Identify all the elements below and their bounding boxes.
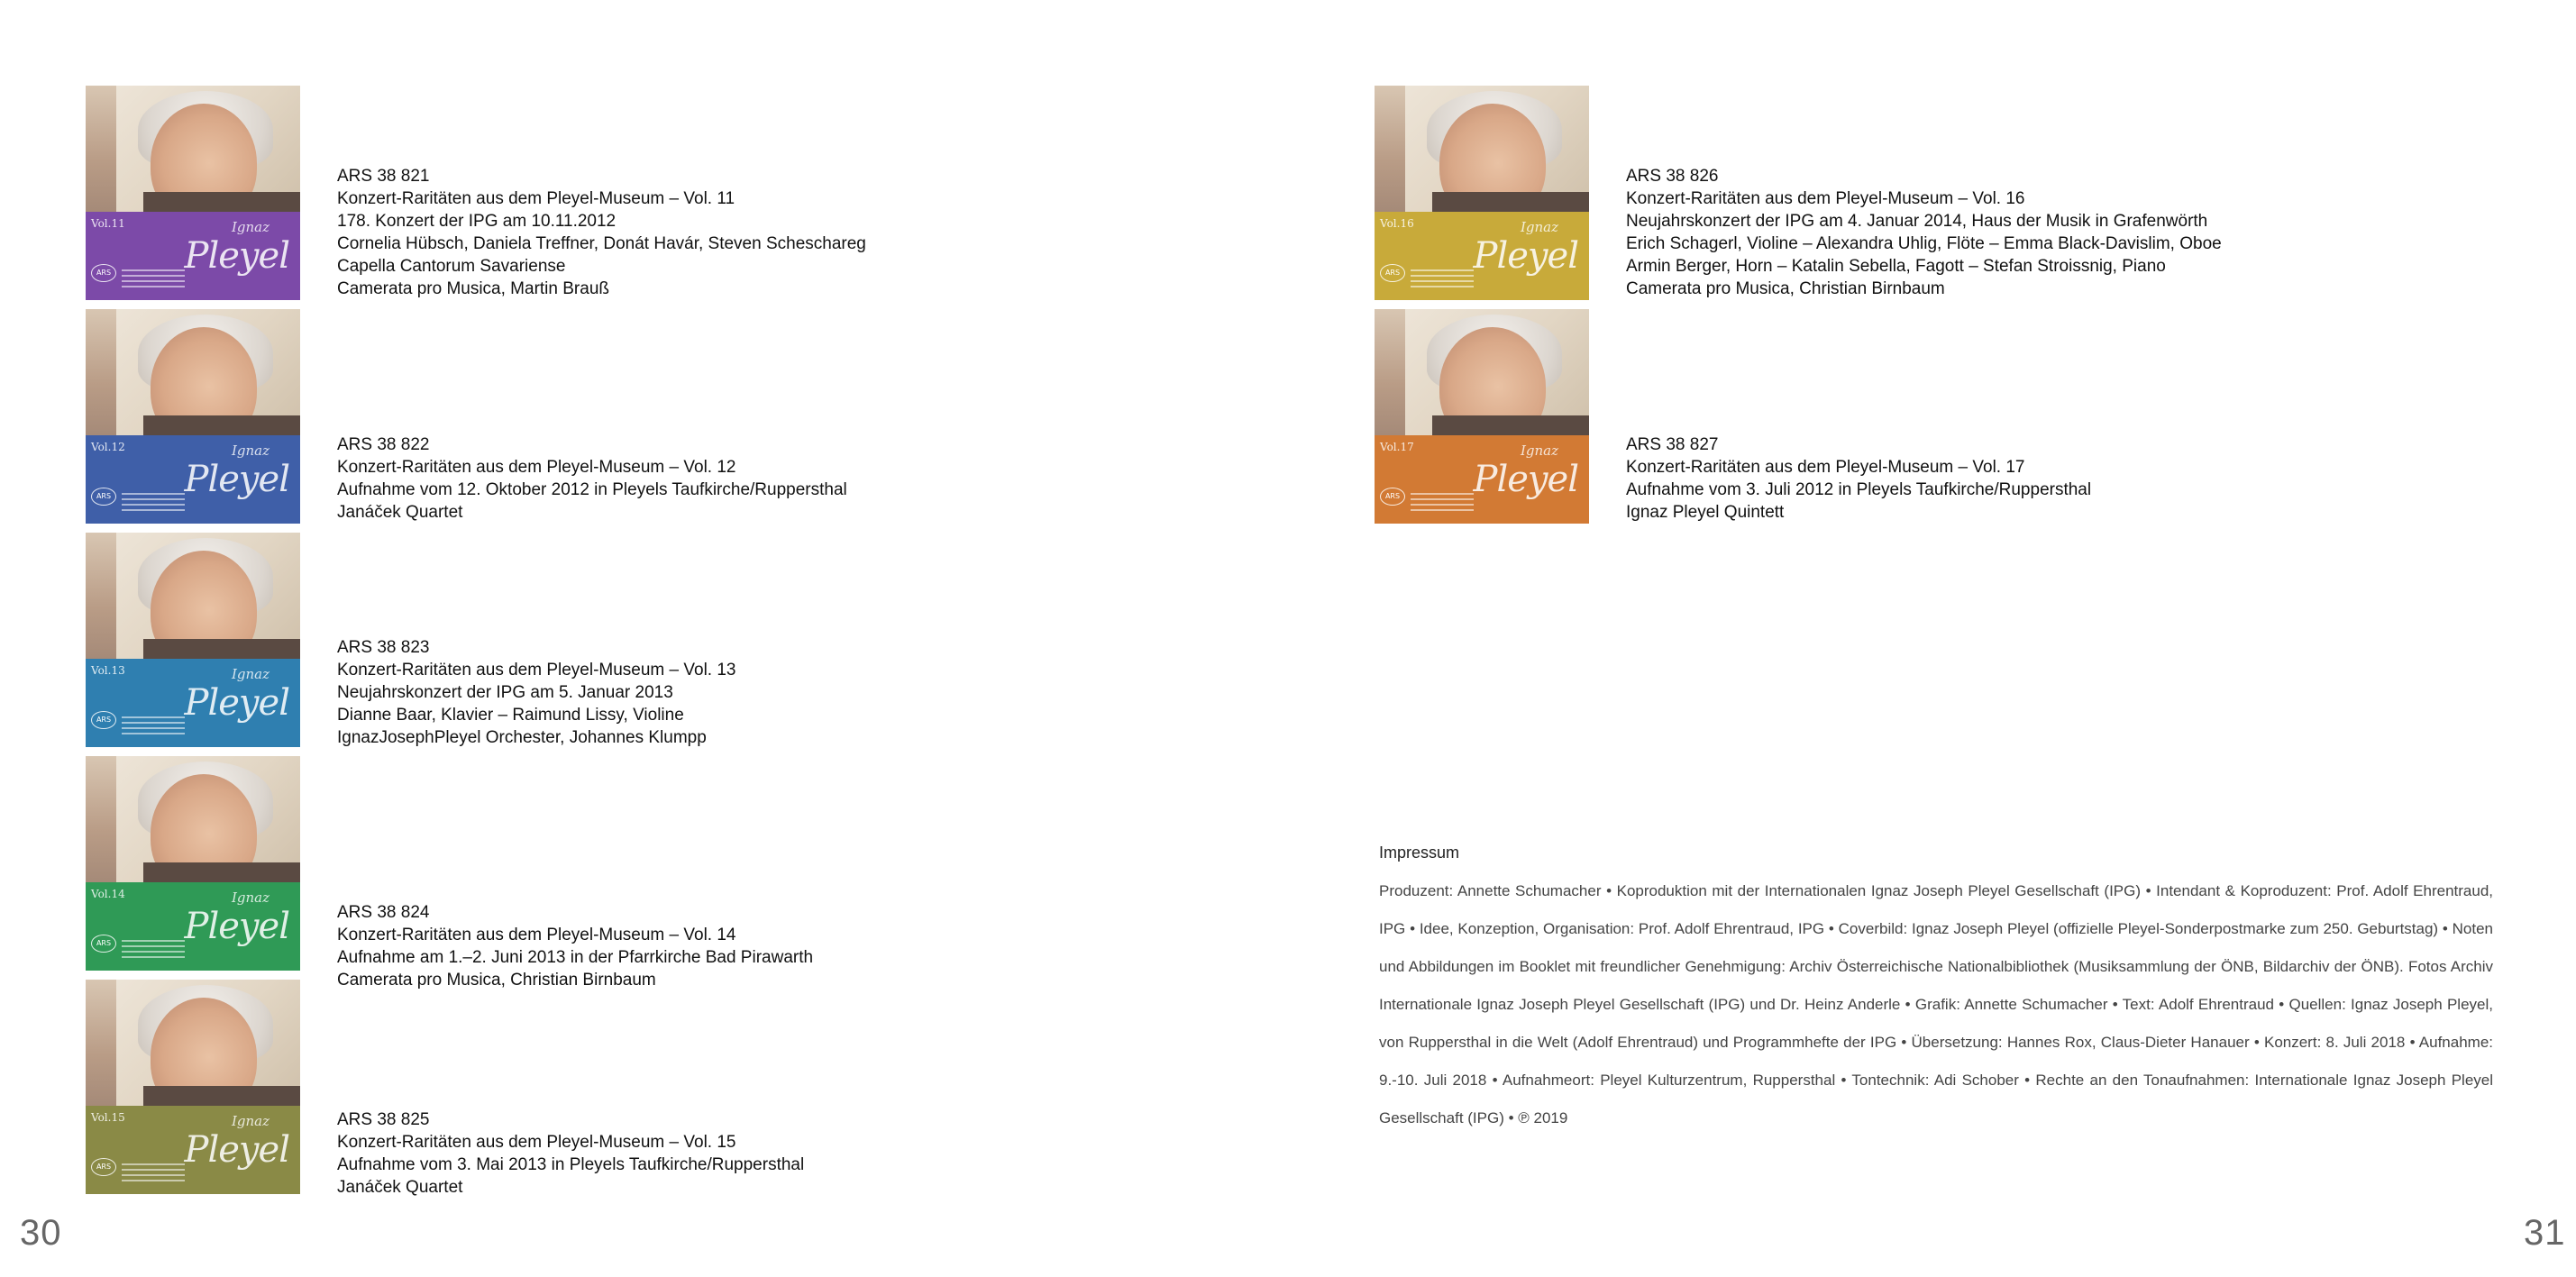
entry-line: Camerata pro Musica, Martin Brauß bbox=[337, 279, 609, 298]
cover-volume-label: Vol.15 bbox=[91, 1111, 125, 1124]
ars-logo-icon: ARS bbox=[91, 1158, 116, 1176]
album-cover-vol-15 bbox=[86, 980, 300, 1194]
catalog-number: ARS 38 823 bbox=[337, 638, 430, 657]
entry-title: Konzert-Raritäten aus dem Pleyel-Museum – Vol. 11 bbox=[337, 189, 735, 208]
album-cover-vol-13 bbox=[86, 533, 300, 747]
entry-line: Neujahrskonzert der IPG am 5. Januar 2013 bbox=[337, 683, 673, 702]
catalog-entry bbox=[1626, 433, 2091, 524]
catalog-entry bbox=[337, 1108, 804, 1199]
cover-fine-print bbox=[122, 716, 185, 736]
ars-logo-icon: ARS bbox=[91, 711, 116, 729]
ars-logo-icon: ARS bbox=[1380, 264, 1405, 282]
entry-title: Konzert-Raritäten aus dem Pleyel-Museum – Vol. 14 bbox=[337, 926, 736, 944]
album-cover-vol-16 bbox=[1375, 86, 1589, 300]
catalog-entry bbox=[1626, 165, 2222, 300]
cover-brand-name: Pleyel bbox=[184, 906, 289, 947]
entry-line: Capella Cantorum Savariense bbox=[337, 257, 566, 276]
album-cover-vol-17 bbox=[1375, 309, 1589, 524]
impressum-heading: Impressum bbox=[1379, 844, 1460, 862]
page-number: 31 bbox=[2524, 1213, 2566, 1253]
entry-line: Armin Berger, Horn – Katalin Sebella, Fagott – Stefan Stroissnig, Piano bbox=[1626, 257, 2166, 276]
cover-volume-label: Vol.13 bbox=[91, 664, 125, 677]
cover-brand-name: Pleyel bbox=[1473, 235, 1578, 277]
entry-line: Ignaz Pleyel Quintett bbox=[1626, 503, 1785, 522]
catalog-number: ARS 38 826 bbox=[1626, 167, 1719, 186]
cover-brand-first-name: Ignaz bbox=[1520, 442, 1558, 459]
impressum-text: Produzent: Annette Schumacher • Koproduktion mit der Internationalen Ignaz Joseph Pleyel Gesellschaft (IPG) • Intendant & Koproduzent: Prof. Adolf Ehrentraud, IPG • Idee, Konzeption, Organisation: Prof. Adolf Ehrentraud, IPG • Coverbild: Ignaz Joseph Pleyel (offizielle Pleyel-Sonderpostmarke zum 250. Geburtstag) • Noten und Abbildungen im Booklet mit freundlicher Genehmigung: Archiv Österreichische Nationalbibliothek (Musiksammlung der ÖNB, Bildarchiv der ÖNB). Fotos Archiv Internationale Ignaz Joseph Pleyel Gesellschaft (IPG) und Dr. Heinz Anderle • Grafik: Annette Schumacher • Text: Adolf Ehrentraud • Quellen: Ignaz Joseph Pleyel, von Ruppersthal in die Welt (Adolf Ehrentraud) und Programmhefte der IPG • Übersetzung: Hannes Rox, Claus-Dieter Hanauer • Konzert: 8. Juli 2018 • Aufnahme: 9.-10. Juli 2018 • Aufnahmeort: Pleyel Kulturzentrum, Ruppersthal • Tontechnik: Adi Schober • Rechte an den Tonaufnahmen: Internationale Ignaz Joseph Pleyel Gesellschaft (IPG) • ℗ 2019 bbox=[1379, 882, 2493, 1126]
catalog-number: ARS 38 824 bbox=[337, 903, 430, 922]
cover-brand-first-name: Ignaz bbox=[1520, 219, 1558, 235]
cover-brand-first-name: Ignaz bbox=[231, 219, 269, 235]
ars-logo-icon: ARS bbox=[91, 264, 116, 282]
album-cover-vol-11 bbox=[86, 86, 300, 300]
entry-line: 178. Konzert der IPG am 10.11.2012 bbox=[337, 212, 617, 231]
cover-fine-print bbox=[1411, 269, 1474, 289]
catalog-entry bbox=[337, 165, 866, 300]
cover-fine-print bbox=[122, 269, 185, 289]
album-cover-vol-14 bbox=[86, 756, 300, 971]
cover-brand-name: Pleyel bbox=[1473, 459, 1578, 500]
entry-line: Aufnahme am 1.–2. Juni 2013 in der Pfarrkirche Bad Pirawarth bbox=[337, 948, 814, 967]
catalog-number: ARS 38 822 bbox=[337, 435, 430, 454]
ars-logo-icon: ARS bbox=[91, 935, 116, 953]
cover-fine-print bbox=[122, 940, 185, 960]
entry-line: Dianne Baar, Klavier – Raimund Lissy, Violine bbox=[337, 706, 684, 725]
cover-fine-print bbox=[1411, 493, 1474, 513]
ars-logo-icon: ARS bbox=[1380, 488, 1405, 506]
page-number: 30 bbox=[20, 1213, 62, 1253]
entry-title: Konzert-Raritäten aus dem Pleyel-Museum – Vol. 15 bbox=[337, 1133, 736, 1152]
entry-line: IgnazJosephPleyel Orchester, Johannes Klumpp bbox=[337, 728, 707, 747]
entry-line: Aufnahme vom 3. Juli 2012 in Pleyels Taufkirche/Ruppersthal bbox=[1626, 480, 2092, 499]
entry-line: Aufnahme vom 3. Mai 2013 in Pleyels Taufkirche/Ruppersthal bbox=[337, 1155, 805, 1174]
entry-line: Aufnahme vom 12. Oktober 2012 in Pleyels Taufkirche/Ruppersthal bbox=[337, 480, 847, 499]
catalog-entry bbox=[337, 901, 813, 991]
catalog-number: ARS 38 821 bbox=[337, 167, 430, 186]
cover-brand-name: Pleyel bbox=[184, 682, 289, 724]
cover-volume-label: Vol.12 bbox=[91, 441, 125, 453]
cover-volume-label: Vol.11 bbox=[91, 217, 125, 230]
cover-fine-print bbox=[122, 493, 185, 513]
entry-title: Konzert-Raritäten aus dem Pleyel-Museum – Vol. 12 bbox=[337, 458, 736, 477]
cover-brand-first-name: Ignaz bbox=[231, 889, 269, 906]
cover-fine-print bbox=[122, 1163, 185, 1183]
cover-brand-first-name: Ignaz bbox=[231, 666, 269, 682]
catalog-entry bbox=[337, 433, 847, 524]
entry-line: Camerata pro Musica, Christian Birnbaum bbox=[1626, 279, 1945, 298]
entry-title: Konzert-Raritäten aus dem Pleyel-Museum – Vol. 17 bbox=[1626, 458, 2025, 477]
cover-brand-first-name: Ignaz bbox=[231, 1113, 269, 1129]
entry-line: Neujahrskonzert der IPG am 4. Januar 2014, Haus der Musik in Grafenwörth bbox=[1626, 212, 2208, 231]
cover-volume-label: Vol.16 bbox=[1380, 217, 1414, 230]
entry-line: Janáček Quartet bbox=[337, 1178, 463, 1197]
entry-line: Cornelia Hübsch, Daniela Treffner, Donát Havár, Steven Scheschareg bbox=[337, 234, 866, 253]
entry-title: Konzert-Raritäten aus dem Pleyel-Museum – Vol. 16 bbox=[1626, 189, 2025, 208]
cover-brand-name: Pleyel bbox=[184, 235, 289, 277]
ars-logo-icon: ARS bbox=[91, 488, 116, 506]
entry-line: Camerata pro Musica, Christian Birnbaum bbox=[337, 971, 656, 990]
cover-brand-first-name: Ignaz bbox=[231, 442, 269, 459]
entry-title: Konzert-Raritäten aus dem Pleyel-Museum – Vol. 13 bbox=[337, 661, 736, 680]
album-cover-vol-12 bbox=[86, 309, 300, 524]
catalog-number: ARS 38 827 bbox=[1626, 435, 1719, 454]
entry-line: Janáček Quartet bbox=[337, 503, 463, 522]
cover-volume-label: Vol.14 bbox=[91, 888, 125, 900]
cover-brand-name: Pleyel bbox=[184, 1129, 289, 1171]
catalog-number: ARS 38 825 bbox=[337, 1110, 430, 1129]
cover-brand-name: Pleyel bbox=[184, 459, 289, 500]
catalog-entry bbox=[337, 636, 736, 749]
entry-line: Erich Schagerl, Violine – Alexandra Uhlig, Flöte – Emma Black-Davislim, Oboe bbox=[1626, 234, 2222, 253]
cover-volume-label: Vol.17 bbox=[1380, 441, 1414, 453]
